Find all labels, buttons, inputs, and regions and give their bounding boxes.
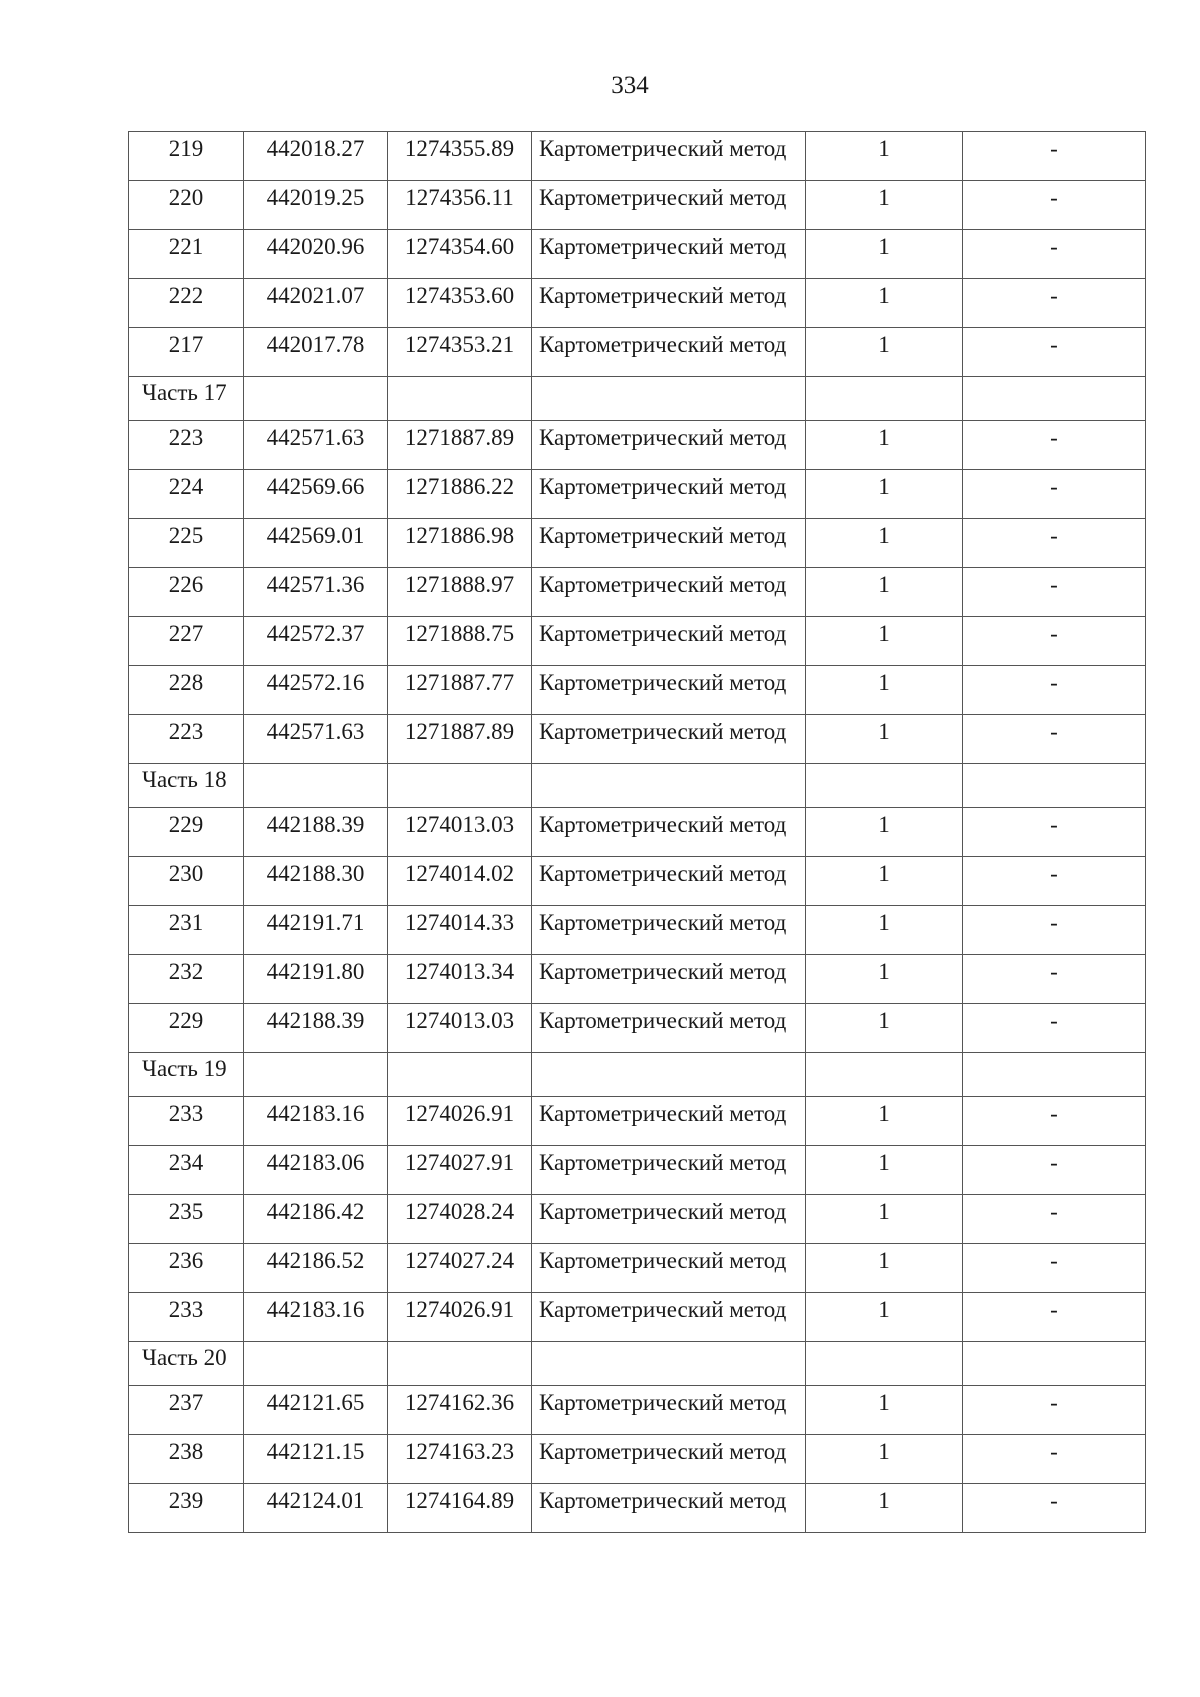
x-coordinate-cell: 442183.16 [244,1293,388,1342]
x-coordinate-cell: 442569.66 [244,470,388,519]
part-label: Часть 18 [129,764,244,808]
description-cell: - [963,857,1146,906]
accuracy-cell: 1 [806,1484,963,1533]
table-row [129,1435,1146,1484]
y-coordinate-cell: 1274013.34 [388,955,532,1004]
table-row [129,181,1146,230]
description-cell: - [963,808,1146,857]
empty-cell [532,377,806,421]
y-coordinate-cell: 1274026.91 [388,1293,532,1342]
accuracy-cell: 1 [806,1386,963,1435]
method-cell: Картометрический метод [532,328,806,377]
point-number-cell: 221 [129,230,244,279]
page-number: 334 [611,72,649,99]
point-number-cell: 223 [129,715,244,764]
point-number-cell: 229 [129,1004,244,1053]
point-number-cell: 232 [129,955,244,1004]
y-coordinate-cell: 1274028.24 [388,1195,532,1244]
point-number-cell: 229 [129,808,244,857]
empty-cell [388,1342,532,1386]
y-coordinate-cell: 1271886.98 [388,519,532,568]
method-cell: Картометрический метод [532,1195,806,1244]
x-coordinate-cell: 442188.39 [244,808,388,857]
point-number-cell: 225 [129,519,244,568]
description-cell: - [963,519,1146,568]
table-row [129,857,1146,906]
x-coordinate-cell: 442572.37 [244,617,388,666]
table-row [129,955,1146,1004]
description-cell: - [963,1004,1146,1053]
accuracy-cell: 1 [806,519,963,568]
x-coordinate-cell: 442021.07 [244,279,388,328]
accuracy-cell: 1 [806,1244,963,1293]
x-coordinate-cell: 442183.06 [244,1146,388,1195]
x-coordinate-cell: 442191.80 [244,955,388,1004]
table-row [129,1386,1146,1435]
method-cell: Картометрический метод [532,1097,806,1146]
point-number-cell: 235 [129,1195,244,1244]
empty-cell [963,764,1146,808]
accuracy-cell: 1 [806,808,963,857]
description-cell: - [963,328,1146,377]
method-cell: Картометрический метод [532,715,806,764]
accuracy-cell: 1 [806,1435,963,1484]
accuracy-cell: 1 [806,955,963,1004]
description-cell: - [963,230,1146,279]
method-cell: Картометрический метод [532,808,806,857]
method-cell: Картометрический метод [532,1146,806,1195]
method-cell: Картометрический метод [532,1435,806,1484]
x-coordinate-cell: 442121.65 [244,1386,388,1435]
empty-cell [963,377,1146,421]
x-coordinate-cell: 442017.78 [244,328,388,377]
table-row [129,568,1146,617]
part-label: Часть 20 [129,1342,244,1386]
x-coordinate-cell: 442571.36 [244,568,388,617]
empty-cell [806,1053,963,1097]
empty-cell [963,1053,1146,1097]
method-cell: Картометрический метод [532,279,806,328]
y-coordinate-cell: 1274354.60 [388,230,532,279]
accuracy-cell: 1 [806,1004,963,1053]
x-coordinate-cell: 442571.63 [244,715,388,764]
accuracy-cell: 1 [806,328,963,377]
empty-cell [244,1342,388,1386]
x-coordinate-cell: 442018.27 [244,132,388,181]
accuracy-cell: 1 [806,1146,963,1195]
method-cell: Картометрический метод [532,519,806,568]
table-row [129,230,1146,279]
description-cell: - [963,1293,1146,1342]
point-number-cell: 233 [129,1097,244,1146]
part-header-row [129,1053,1146,1097]
point-number-cell: 230 [129,857,244,906]
empty-cell [963,1342,1146,1386]
empty-cell [532,1342,806,1386]
empty-cell [806,1342,963,1386]
part-label: Часть 19 [129,1053,244,1097]
table-row [129,715,1146,764]
table-row [129,666,1146,715]
method-cell: Картометрический метод [532,1386,806,1435]
description-cell: - [963,132,1146,181]
accuracy-cell: 1 [806,857,963,906]
point-number-cell: 224 [129,470,244,519]
table-row [129,519,1146,568]
empty-cell [244,764,388,808]
method-cell: Картометрический метод [532,470,806,519]
y-coordinate-cell: 1274027.24 [388,1244,532,1293]
accuracy-cell: 1 [806,715,963,764]
y-coordinate-cell: 1274026.91 [388,1097,532,1146]
table-row [129,1293,1146,1342]
accuracy-cell: 1 [806,421,963,470]
y-coordinate-cell: 1274162.36 [388,1386,532,1435]
coordinates-table [128,131,1146,1533]
x-coordinate-cell: 442019.25 [244,181,388,230]
x-coordinate-cell: 442188.39 [244,1004,388,1053]
y-coordinate-cell: 1274027.91 [388,1146,532,1195]
description-cell: - [963,955,1146,1004]
method-cell: Картометрический метод [532,568,806,617]
empty-cell [244,377,388,421]
table-row [129,906,1146,955]
description-cell: - [963,715,1146,764]
point-number-cell: 237 [129,1386,244,1435]
method-cell: Картометрический метод [532,617,806,666]
description-cell: - [963,1484,1146,1533]
y-coordinate-cell: 1271887.89 [388,421,532,470]
x-coordinate-cell: 442020.96 [244,230,388,279]
y-coordinate-cell: 1274356.11 [388,181,532,230]
x-coordinate-cell: 442188.30 [244,857,388,906]
empty-cell [532,1053,806,1097]
method-cell: Картометрический метод [532,132,806,181]
part-header-row [129,377,1146,421]
table-row [129,1004,1146,1053]
accuracy-cell: 1 [806,181,963,230]
method-cell: Картометрический метод [532,857,806,906]
accuracy-cell: 1 [806,666,963,715]
empty-cell [532,764,806,808]
accuracy-cell: 1 [806,132,963,181]
x-coordinate-cell: 442569.01 [244,519,388,568]
accuracy-cell: 1 [806,470,963,519]
point-number-cell: 226 [129,568,244,617]
y-coordinate-cell: 1274013.03 [388,808,532,857]
table-row [129,132,1146,181]
table-row [129,1146,1146,1195]
table-row [129,470,1146,519]
description-cell: - [963,1435,1146,1484]
x-coordinate-cell: 442571.63 [244,421,388,470]
description-cell: - [963,279,1146,328]
description-cell: - [963,1195,1146,1244]
point-number-cell: 236 [129,1244,244,1293]
method-cell: Картометрический метод [532,666,806,715]
accuracy-cell: 1 [806,1293,963,1342]
table-row [129,1484,1146,1533]
y-coordinate-cell: 1271887.77 [388,666,532,715]
y-coordinate-cell: 1271888.97 [388,568,532,617]
part-header-row [129,1342,1146,1386]
accuracy-cell: 1 [806,617,963,666]
y-coordinate-cell: 1274013.03 [388,1004,532,1053]
point-number-cell: 223 [129,421,244,470]
y-coordinate-cell: 1274353.21 [388,328,532,377]
description-cell: - [963,421,1146,470]
y-coordinate-cell: 1274014.33 [388,906,532,955]
table-row [129,1097,1146,1146]
x-coordinate-cell: 442124.01 [244,1484,388,1533]
description-cell: - [963,181,1146,230]
y-coordinate-cell: 1274163.23 [388,1435,532,1484]
description-cell: - [963,666,1146,715]
table-row [129,1195,1146,1244]
x-coordinate-cell: 442121.15 [244,1435,388,1484]
point-number-cell: 227 [129,617,244,666]
accuracy-cell: 1 [806,1195,963,1244]
method-cell: Картометрический метод [532,1484,806,1533]
table-row [129,421,1146,470]
part-label: Часть 17 [129,377,244,421]
accuracy-cell: 1 [806,568,963,617]
method-cell: Картометрический метод [532,1004,806,1053]
point-number-cell: 220 [129,181,244,230]
x-coordinate-cell: 442191.71 [244,906,388,955]
table-row [129,617,1146,666]
y-coordinate-cell: 1271886.22 [388,470,532,519]
y-coordinate-cell: 1271888.75 [388,617,532,666]
empty-cell [388,764,532,808]
point-number-cell: 231 [129,906,244,955]
empty-cell [388,1053,532,1097]
point-number-cell: 233 [129,1293,244,1342]
method-cell: Картометрический метод [532,1293,806,1342]
description-cell: - [963,1386,1146,1435]
y-coordinate-cell: 1274164.89 [388,1484,532,1533]
point-number-cell: 222 [129,279,244,328]
empty-cell [806,764,963,808]
point-number-cell: 219 [129,132,244,181]
description-cell: - [963,617,1146,666]
table-row [129,279,1146,328]
description-cell: - [963,1097,1146,1146]
accuracy-cell: 1 [806,1097,963,1146]
part-header-row [129,764,1146,808]
y-coordinate-cell: 1274353.60 [388,279,532,328]
description-cell: - [963,470,1146,519]
coordinates-table-body [129,132,1146,1533]
method-cell: Картометрический метод [532,955,806,1004]
empty-cell [388,377,532,421]
x-coordinate-cell: 442183.16 [244,1097,388,1146]
y-coordinate-cell: 1274355.89 [388,132,532,181]
description-cell: - [963,568,1146,617]
y-coordinate-cell: 1274014.02 [388,857,532,906]
accuracy-cell: 1 [806,230,963,279]
point-number-cell: 238 [129,1435,244,1484]
method-cell: Картометрический метод [532,181,806,230]
description-cell: - [963,1146,1146,1195]
method-cell: Картометрический метод [532,230,806,279]
table-row [129,1244,1146,1293]
table-row [129,808,1146,857]
description-cell: - [963,906,1146,955]
table-row [129,328,1146,377]
method-cell: Картометрический метод [532,906,806,955]
accuracy-cell: 1 [806,279,963,328]
x-coordinate-cell: 442186.42 [244,1195,388,1244]
method-cell: Картометрический метод [532,1244,806,1293]
point-number-cell: 234 [129,1146,244,1195]
x-coordinate-cell: 442186.52 [244,1244,388,1293]
point-number-cell: 217 [129,328,244,377]
y-coordinate-cell: 1271887.89 [388,715,532,764]
x-coordinate-cell: 442572.16 [244,666,388,715]
point-number-cell: 228 [129,666,244,715]
description-cell: - [963,1244,1146,1293]
point-number-cell: 239 [129,1484,244,1533]
accuracy-cell: 1 [806,906,963,955]
method-cell: Картометрический метод [532,421,806,470]
empty-cell [806,377,963,421]
empty-cell [244,1053,388,1097]
